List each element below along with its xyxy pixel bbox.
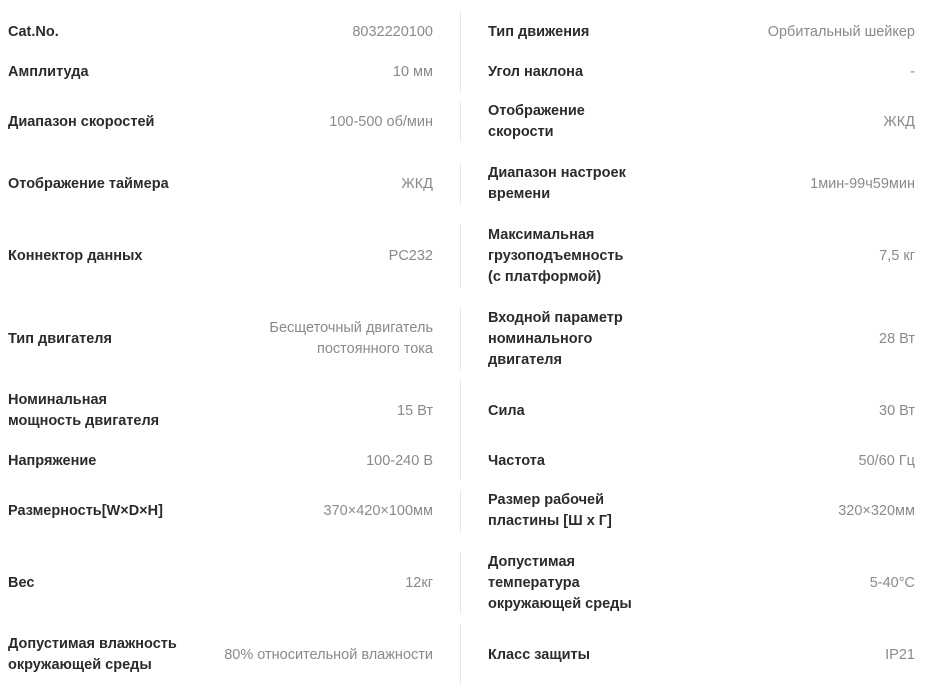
spec-label: Напряжение xyxy=(8,452,97,469)
spec-cell-right xyxy=(461,224,942,288)
spec-cell-right xyxy=(461,490,942,532)
spec-label: Класс защиты xyxy=(488,646,590,663)
spec-cell-right xyxy=(461,52,942,92)
spec-label: Входной параметр номинального двигателя xyxy=(488,309,623,368)
spec-row xyxy=(0,490,942,532)
spec-cell-right xyxy=(461,552,942,614)
spec-label: Сила xyxy=(488,402,525,419)
spec-value: IP21 xyxy=(885,646,915,663)
spec-label: Тип двигателя xyxy=(8,330,112,347)
spec-value: 320×320мм xyxy=(838,502,915,519)
spec-value: 100-500 об/мин xyxy=(329,113,433,130)
spec-label: Максимальная грузоподъемность (с платформой) xyxy=(488,226,624,285)
spec-cell-left xyxy=(0,102,461,142)
spec-value: ЖКД xyxy=(883,113,915,130)
spec-row xyxy=(0,307,942,371)
spec-label: Допустимая влажность окружающей среды xyxy=(8,636,177,673)
spec-row xyxy=(0,52,942,92)
spec-row xyxy=(0,625,942,685)
spec-row xyxy=(0,164,942,204)
spec-cell-left xyxy=(0,380,461,442)
spec-label: Номинальная мощность двигателя xyxy=(8,392,160,429)
spec-label: Cat.No. xyxy=(8,23,59,40)
spec-value: 80% относительной влажности xyxy=(224,646,433,663)
spec-label: Отображение скорости xyxy=(488,103,585,140)
spec-cell-right xyxy=(461,380,942,442)
spec-value: 1мин-99ч59мин xyxy=(810,175,915,192)
spec-row xyxy=(0,552,942,614)
spec-cell-right xyxy=(461,164,942,204)
spec-value: 8032220100 xyxy=(352,23,433,40)
spec-cell-left xyxy=(0,52,461,92)
spec-label: Диапазон настроек времени xyxy=(488,165,626,202)
spec-label: Диапазон скоростей xyxy=(8,113,155,130)
spec-cell-left xyxy=(0,164,461,204)
spec-label: Коннектор данных xyxy=(8,247,143,264)
spec-cell-right xyxy=(461,12,942,52)
spec-cell-left xyxy=(0,224,461,288)
spec-cell-left xyxy=(0,442,461,480)
spec-value: ЖКД xyxy=(401,175,433,192)
spec-label: Вес xyxy=(8,574,35,591)
spec-cell-right xyxy=(461,102,942,142)
spec-value: 10 мм xyxy=(392,63,433,80)
spec-value: 15 Вт xyxy=(397,402,433,419)
spec-cell-right xyxy=(461,307,942,371)
spec-label: Допустимая температура окружающей среды xyxy=(488,553,632,612)
spec-row xyxy=(0,380,942,442)
spec-cell-left xyxy=(0,625,461,685)
spec-value: 370×420×100мм xyxy=(323,502,433,519)
spec-label: Частота xyxy=(488,452,545,469)
spec-cell-left xyxy=(0,307,461,371)
spec-value: Орбитальный шейкер xyxy=(767,23,915,40)
spec-label: Тип движения xyxy=(488,23,590,40)
spec-cell-right xyxy=(461,442,942,480)
spec-value: 5-40°C xyxy=(869,574,915,591)
spec-value: 30 Вт xyxy=(879,402,915,419)
spec-cell-left xyxy=(0,12,461,52)
spec-row xyxy=(0,224,942,288)
spec-value: Бесщеточный двигатель постоянного тока xyxy=(269,320,433,357)
spec-value: - xyxy=(910,63,915,80)
spec-value: PC232 xyxy=(388,247,433,264)
spec-cell-right xyxy=(461,625,942,685)
spec-label: Амплитуда xyxy=(8,63,89,80)
spec-label: Размер рабочей пластины [Ш х Г] xyxy=(488,492,612,529)
spec-value: 100-240 В xyxy=(366,452,433,469)
spec-value: 50/60 Гц xyxy=(858,452,915,469)
spec-row xyxy=(0,102,942,142)
spec-cell-left xyxy=(0,552,461,614)
spec-row xyxy=(0,12,942,52)
spec-cell-left xyxy=(0,490,461,532)
spec-label: Отображение таймера xyxy=(8,175,169,192)
spec-value: 12кг xyxy=(405,574,433,591)
spec-label: Угол наклона xyxy=(488,63,584,80)
spec-label: Размерность[W×D×H] xyxy=(8,502,163,519)
spec-value: 7,5 кг xyxy=(879,247,915,264)
spec-row xyxy=(0,442,942,480)
spec-value: 28 Вт xyxy=(879,330,915,347)
